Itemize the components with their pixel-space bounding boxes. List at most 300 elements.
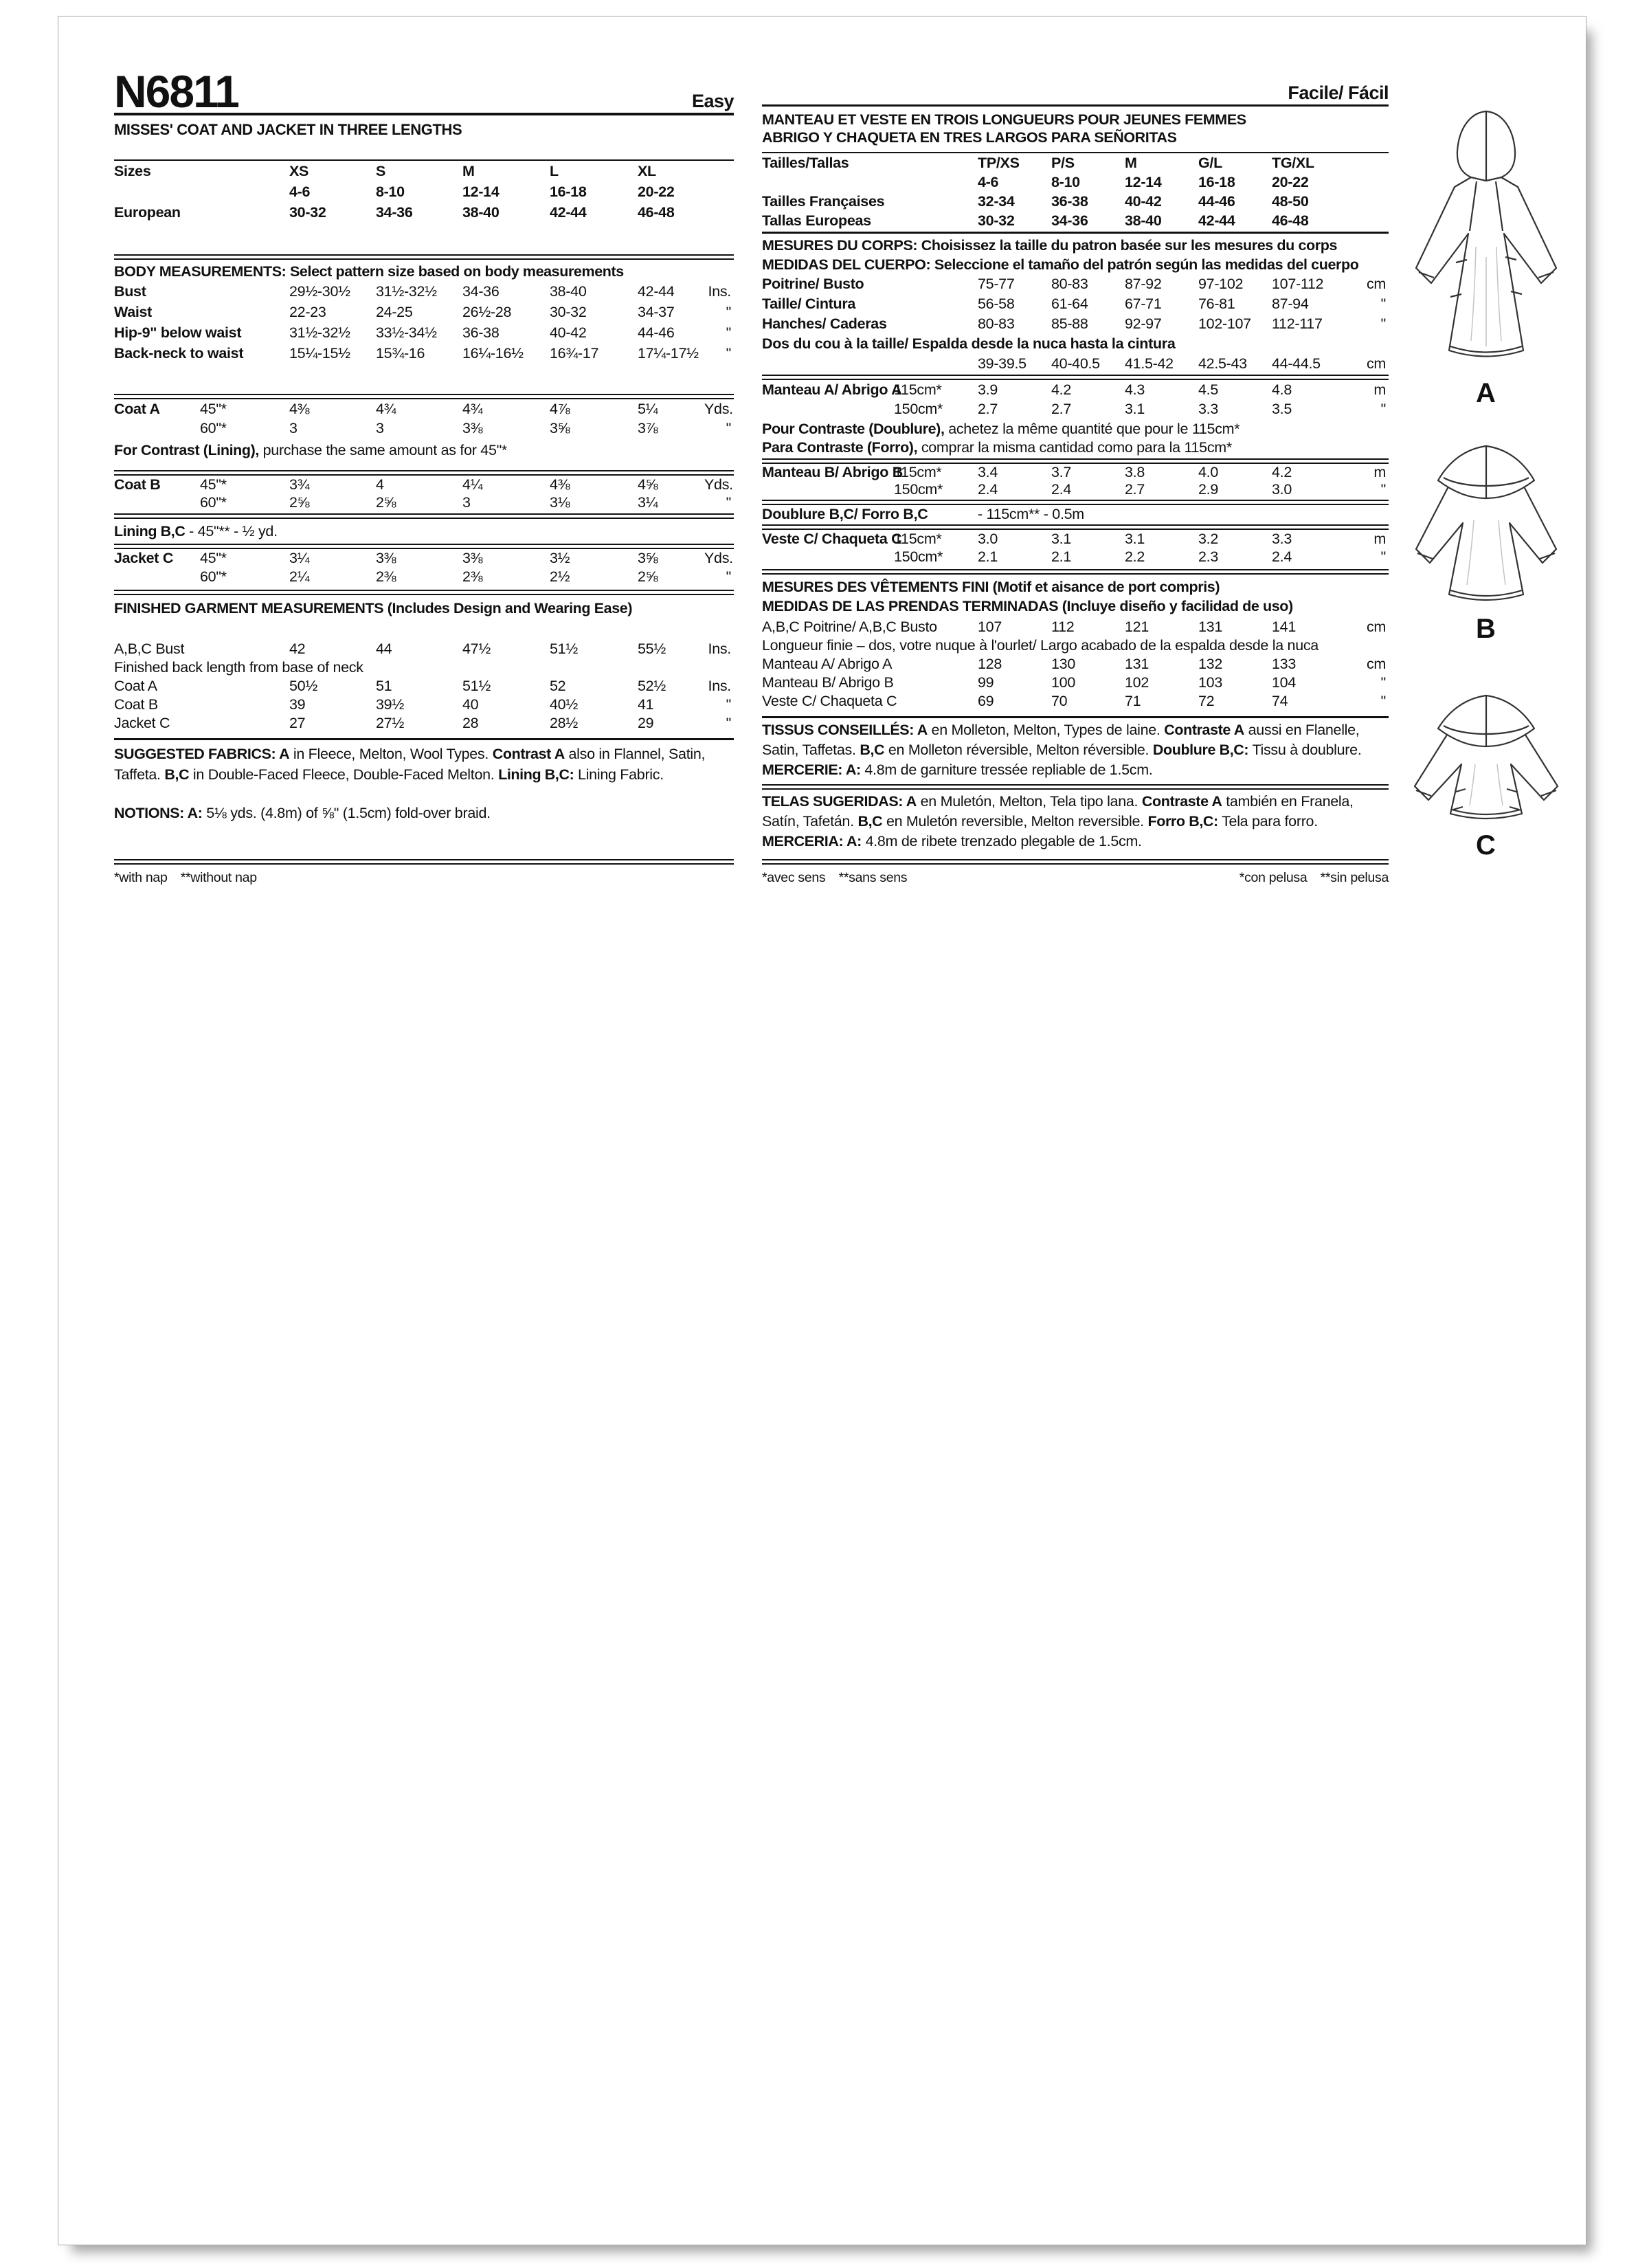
table-cell: Ins. bbox=[708, 641, 731, 657]
french-spanish-column bbox=[762, 71, 1389, 937]
table-cell: 15¼-15½ bbox=[289, 345, 350, 362]
table-cell: 38-40 bbox=[550, 283, 587, 300]
table-cell: 4⅜ bbox=[289, 401, 310, 417]
divider bbox=[762, 569, 1389, 575]
table-cell: 51½ bbox=[550, 641, 578, 657]
table-cell: 2.1 bbox=[978, 548, 998, 565]
suggested-fabrics-en bbox=[114, 744, 734, 785]
divider bbox=[114, 859, 734, 865]
table-cell: 99 bbox=[978, 674, 994, 691]
table-cell: 3¼ bbox=[638, 494, 658, 511]
text-segment: 4.8m de ribete trenzado plegable de 1.5cm. bbox=[861, 833, 1142, 849]
coat-b-line-drawing bbox=[1407, 438, 1565, 610]
table-cell: " bbox=[726, 568, 731, 585]
finished-measurements-heading-es: MEDIDAS DE LAS PRENDAS TERMINADAS (Incluye diseño y facilidad de uso) bbox=[762, 598, 1293, 614]
table-cell: 36-38 bbox=[1051, 193, 1088, 210]
body-measurements-heading-en: BODY MEASUREMENTS: Select pattern size based on body measurements bbox=[114, 263, 624, 280]
bold-text-segment: Contraste A bbox=[1141, 793, 1222, 810]
table-cell: m bbox=[1373, 381, 1386, 398]
table-cell: 60"* bbox=[200, 494, 227, 511]
table-cell: 51 bbox=[376, 678, 392, 694]
text-segment: 4.8m de garniture tressée repliable de 1.5cm. bbox=[860, 761, 1153, 778]
table-cell: 27½ bbox=[376, 715, 404, 731]
table-cell: 4.2 bbox=[1051, 381, 1071, 398]
table-cell: 72 bbox=[1198, 693, 1215, 709]
table-row bbox=[762, 380, 1389, 399]
table-cell: 38-40 bbox=[462, 204, 500, 221]
bold-text-segment: Para Contraste (Forro), bbox=[762, 439, 918, 456]
table-cell: 3⅝ bbox=[550, 420, 570, 436]
sizes-table-fr-es bbox=[762, 153, 1389, 230]
table-cell: Ins. bbox=[708, 678, 731, 694]
table-cell: S bbox=[376, 163, 386, 179]
table-cell: 42-44 bbox=[550, 204, 587, 221]
table-cell: " bbox=[726, 696, 731, 713]
table-row bbox=[762, 294, 1389, 314]
table-cell: Longueur finie – dos, votre nuque à l'ourlet/ Largo acabado de la espalda desde la nuca bbox=[762, 637, 1319, 654]
text-segment: en Muletón reversible, Melton reversible. bbox=[882, 813, 1148, 830]
finished-measurements-table-en bbox=[114, 640, 734, 733]
table-cell: 16¾-17 bbox=[550, 345, 599, 362]
table-row bbox=[762, 636, 1389, 655]
english-column bbox=[114, 66, 734, 937]
view-b bbox=[1393, 438, 1580, 645]
divider bbox=[762, 500, 1389, 505]
table-cell: 3.0 bbox=[978, 531, 998, 547]
table-cell: 34-36 bbox=[1051, 212, 1088, 229]
table-cell: Waist bbox=[114, 304, 153, 320]
table-cell: 16¼-16½ bbox=[462, 345, 524, 362]
table-cell: 4.5 bbox=[1198, 381, 1218, 398]
divider bbox=[762, 716, 1389, 718]
table-cell: 67-71 bbox=[1125, 296, 1162, 312]
table-cell: 44-46 bbox=[638, 324, 675, 341]
table-cell: 2⅜ bbox=[376, 568, 396, 585]
table-row bbox=[114, 281, 734, 302]
finished-measurements-heading-en: FINISHED GARMENT MEASUREMENTS (Includes Design and Wearing Ease) bbox=[114, 600, 633, 616]
suggested-fabrics-es bbox=[762, 792, 1389, 832]
finished-measurements-heading-fr: MESURES DES VÊTEMENTS FINI (Motif et aisance de port compris) bbox=[762, 579, 1220, 595]
table-row bbox=[762, 618, 1389, 636]
table-cell: Coat A bbox=[114, 678, 157, 694]
table-cell: 61-64 bbox=[1051, 296, 1088, 312]
table-cell: 71 bbox=[1125, 693, 1141, 709]
view-b-label: B bbox=[1476, 614, 1496, 644]
table-cell: 107 bbox=[978, 619, 1002, 635]
table-cell: Tailles/Tallas bbox=[762, 155, 849, 171]
table-cell: Hanches/ Caderas bbox=[762, 315, 887, 332]
table-cell: " bbox=[726, 304, 731, 320]
table-cell: 102-107 bbox=[1198, 315, 1251, 332]
table-cell: Tailles Françaises bbox=[762, 193, 885, 210]
table-cell: 3.8 bbox=[1125, 464, 1145, 480]
table-cell: 39½ bbox=[376, 696, 404, 713]
table-cell: Manteau B/ Abrigo B bbox=[762, 464, 903, 480]
table-cell: 16-18 bbox=[1198, 174, 1235, 190]
table-cell: 115cm* bbox=[894, 531, 942, 547]
table-cell: 28½ bbox=[550, 715, 578, 731]
table-cell: 4-6 bbox=[978, 174, 999, 190]
divider bbox=[114, 544, 734, 549]
bold-text-segment: Contraste A bbox=[1164, 722, 1244, 738]
table-cell: 27 bbox=[289, 715, 306, 731]
table-cell: Tallas Europeas bbox=[762, 212, 871, 229]
table-cell: 4¾ bbox=[462, 401, 483, 417]
divider bbox=[762, 458, 1389, 464]
table-cell: 130 bbox=[1051, 656, 1075, 672]
text-segment: 5⅛ yds. (4.8m) of ⅝" (1.5cm) fold-over braid. bbox=[202, 805, 491, 821]
table-cell: 4⅜ bbox=[550, 476, 570, 493]
table-row bbox=[762, 464, 1389, 481]
table-cell: 70 bbox=[1051, 693, 1068, 709]
table-cell: 22-23 bbox=[289, 304, 326, 320]
table-cell: 39 bbox=[289, 696, 306, 713]
footnote-block-en bbox=[114, 859, 734, 886]
divider bbox=[762, 375, 1389, 380]
table-row bbox=[762, 334, 1389, 354]
table-cell: A,B,C Bust bbox=[114, 641, 185, 657]
text-segment: Tissu à doublure. bbox=[1248, 742, 1362, 758]
garment-title-es: ABRIGO Y CHAQUETA EN TRES LARGOS PARA SEÑORITAS bbox=[762, 129, 1177, 146]
table-cell: 3½ bbox=[550, 550, 570, 566]
table-row bbox=[114, 161, 734, 181]
view-a bbox=[1393, 99, 1580, 409]
table-cell: 102 bbox=[1125, 674, 1149, 691]
table-cell: 44 bbox=[376, 641, 392, 657]
table-cell: cm bbox=[1366, 656, 1386, 672]
table-cell: 5¼ bbox=[638, 401, 658, 417]
table-cell: 2¼ bbox=[289, 568, 310, 585]
contrast-note-es bbox=[762, 438, 1389, 457]
text-segment: Lining Fabric. bbox=[574, 766, 664, 783]
table-cell: 48-50 bbox=[1272, 193, 1309, 210]
table-cell: European bbox=[114, 204, 181, 221]
table-row bbox=[762, 354, 1389, 374]
bold-text-segment: Doublure B,C: bbox=[1152, 742, 1249, 758]
table-row bbox=[762, 481, 1389, 498]
table-cell: 4¾ bbox=[376, 401, 396, 417]
table-cell: 76-81 bbox=[1198, 296, 1235, 312]
table-row bbox=[762, 314, 1389, 334]
table-cell: 60"* bbox=[200, 420, 227, 436]
table-cell: 30-32 bbox=[550, 304, 587, 320]
table-cell: M bbox=[1125, 155, 1137, 171]
table-cell: 38-40 bbox=[1125, 212, 1162, 229]
table-cell: 26½-28 bbox=[462, 304, 512, 320]
garment-views bbox=[1393, 99, 1580, 861]
suggested-fabrics-fr bbox=[762, 720, 1389, 760]
table-cell: 40½ bbox=[550, 696, 578, 713]
table-cell: 31½-32½ bbox=[289, 324, 350, 341]
divider bbox=[762, 524, 1389, 530]
table-cell: 50½ bbox=[289, 678, 317, 694]
difficulty-label-en: Easy bbox=[691, 91, 734, 111]
table-cell: 24-25 bbox=[376, 304, 413, 320]
table-cell: Poitrine/ Busto bbox=[762, 276, 864, 292]
table-cell: 100 bbox=[1051, 674, 1075, 691]
table-cell: 40 bbox=[462, 696, 479, 713]
table-cell: 2⅝ bbox=[289, 494, 310, 511]
table-cell: P/S bbox=[1051, 155, 1075, 171]
table-cell: 3.2 bbox=[1198, 531, 1218, 547]
table-row bbox=[762, 530, 1389, 548]
nap-footnote-es: *con pelusa **sin pelusa bbox=[1239, 870, 1389, 885]
table-cell: 3.1 bbox=[1125, 401, 1145, 417]
body-measurements-heading-fr: MESURES DU CORPS: Choisissez la taille du patron basée sur les mesures du corps bbox=[762, 237, 1338, 254]
body-measurements-table-fr-es bbox=[762, 274, 1389, 374]
footnote-block-fr-es bbox=[762, 859, 1389, 886]
table-cell: 44-44.5 bbox=[1272, 355, 1321, 372]
table-cell: 30-32 bbox=[978, 212, 1015, 229]
table-cell: 3.3 bbox=[1198, 401, 1218, 417]
table-cell: 2⅝ bbox=[376, 494, 396, 511]
table-cell: 42-44 bbox=[638, 283, 675, 300]
table-row bbox=[762, 692, 1389, 711]
table-cell: 2.7 bbox=[978, 401, 998, 417]
table-cell: Jacket C bbox=[114, 550, 174, 566]
table-cell: Yds. bbox=[704, 476, 733, 493]
table-cell: Ins. bbox=[708, 283, 731, 300]
table-cell: 3⅝ bbox=[638, 550, 658, 566]
table-cell: 2⅝ bbox=[638, 568, 658, 585]
table-cell: 12-14 bbox=[1125, 174, 1162, 190]
table-cell: " bbox=[726, 324, 731, 341]
nap-footnote-fr: *avec sens **sans sens bbox=[762, 870, 908, 885]
table-cell: " bbox=[1380, 548, 1386, 565]
table-cell: 42 bbox=[289, 641, 306, 657]
table-cell: Veste C/ Chaqueta C bbox=[762, 693, 897, 709]
garment-title-fr: MANTEAU ET VESTE EN TROIS LONGUEURS POUR JEUNES FEMMES bbox=[762, 111, 1246, 128]
bold-text-segment: MERCERIA: A: bbox=[762, 833, 862, 849]
text-segment: achetez la même quantité que pour le 115cm* bbox=[944, 421, 1240, 437]
table-cell: 128 bbox=[978, 656, 1002, 672]
table-row bbox=[762, 548, 1389, 566]
divider bbox=[114, 513, 734, 519]
table-cell: 80-83 bbox=[1051, 276, 1088, 292]
table-cell: 115cm* bbox=[894, 464, 942, 480]
table-cell: 36-38 bbox=[462, 324, 500, 341]
table-cell: 4.3 bbox=[1125, 381, 1145, 398]
table-cell: Bust bbox=[114, 283, 146, 300]
table-cell: 40-42 bbox=[1125, 193, 1162, 210]
table-cell: 46-48 bbox=[638, 204, 675, 221]
table-cell: 44-46 bbox=[1198, 193, 1235, 210]
text-segment: Tela para forro. bbox=[1218, 813, 1318, 830]
table-cell: 3 bbox=[376, 420, 384, 436]
table-cell: 34-36 bbox=[376, 204, 413, 221]
table-row bbox=[762, 274, 1389, 294]
table-cell: 29½-30½ bbox=[289, 283, 350, 300]
table-row bbox=[114, 677, 734, 696]
table-cell: 2.4 bbox=[1051, 481, 1071, 498]
bold-text-segment: Pour Contraste (Doublure), bbox=[762, 421, 945, 437]
divider bbox=[114, 738, 734, 740]
table-row bbox=[114, 476, 734, 493]
table-cell: 45"* bbox=[200, 550, 227, 566]
text-segment: en Muletón, Melton, Tela tipo lana. bbox=[916, 793, 1142, 810]
text-segment: comprar la misma cantidad como para la 115cm* bbox=[917, 439, 1232, 456]
table-cell: " bbox=[1380, 296, 1386, 312]
jacket-c-line-drawing bbox=[1407, 689, 1565, 826]
divider bbox=[762, 859, 1389, 865]
coat-a-line-drawing bbox=[1407, 99, 1565, 374]
table-cell: 12-14 bbox=[462, 184, 500, 200]
view-c bbox=[1393, 689, 1580, 861]
table-cell: 15¾-16 bbox=[376, 345, 425, 362]
divider bbox=[762, 232, 1389, 234]
table-cell: 40-42 bbox=[550, 324, 587, 341]
table-cell: 104 bbox=[1272, 674, 1296, 691]
table-row bbox=[114, 493, 734, 511]
table-cell: " bbox=[1380, 401, 1386, 417]
bold-text-segment: B,C bbox=[860, 742, 885, 758]
notions-es bbox=[762, 832, 1389, 852]
bold-text-segment: Forro B,C: bbox=[1147, 813, 1218, 830]
table-cell: " bbox=[726, 494, 731, 511]
sizes-table-en bbox=[114, 161, 734, 223]
table-cell: 30-32 bbox=[289, 204, 326, 221]
table-row bbox=[114, 399, 734, 419]
table-cell: 3 bbox=[462, 494, 471, 511]
text-segment: en Molleton réversible, Melton réversible. bbox=[884, 742, 1153, 758]
table-cell: 34-36 bbox=[462, 283, 500, 300]
table-cell: 2.3 bbox=[1198, 548, 1218, 565]
table-row bbox=[762, 655, 1389, 674]
table-cell: cm bbox=[1366, 619, 1386, 635]
table-cell: Finished back length from base of neck bbox=[114, 659, 363, 676]
table-cell: Veste C/ Chaqueta C bbox=[762, 531, 902, 547]
table-row bbox=[762, 399, 1389, 419]
manteau-a-yardage-table bbox=[762, 380, 1389, 419]
table-cell: 121 bbox=[1125, 619, 1149, 635]
table-cell: 3.5 bbox=[1272, 401, 1292, 417]
table-cell: 4.8 bbox=[1272, 381, 1292, 398]
bold-text-segment: B,C bbox=[164, 766, 190, 783]
table-cell: 85-88 bbox=[1051, 315, 1088, 332]
divider bbox=[762, 784, 1389, 790]
table-cell: 133 bbox=[1272, 656, 1296, 672]
veste-c-yardage-table bbox=[762, 530, 1389, 566]
table-row bbox=[114, 549, 734, 568]
table-cell: 3.1 bbox=[1125, 531, 1145, 547]
table-cell: 60"* bbox=[200, 568, 227, 585]
table-cell: 29 bbox=[638, 715, 654, 731]
table-cell: Yds. bbox=[704, 550, 733, 566]
text-segment: in Fleece, Melton, Wool Types. bbox=[289, 746, 493, 762]
table-row bbox=[762, 211, 1389, 230]
finished-measurements-table-fr-es bbox=[762, 618, 1389, 711]
table-cell: 17¼-17½ bbox=[638, 345, 699, 362]
pattern-envelope-back bbox=[58, 16, 1586, 2245]
table-cell: 3.9 bbox=[978, 381, 998, 398]
table-cell: 150cm* bbox=[894, 548, 943, 565]
table-cell: 80-83 bbox=[978, 315, 1015, 332]
table-row bbox=[114, 696, 734, 714]
manteau-b-yardage-table bbox=[762, 464, 1389, 498]
table-row bbox=[114, 181, 734, 202]
table-cell: Yds. bbox=[704, 401, 733, 417]
table-cell: 131 bbox=[1198, 619, 1222, 635]
table-cell: " bbox=[1380, 481, 1386, 498]
table-cell: 45"* bbox=[200, 476, 227, 493]
table-cell: Dos du cou à la taille/ Espalda desde la nuca hasta la cintura bbox=[762, 335, 1176, 352]
table-cell: 39-39.5 bbox=[978, 355, 1027, 372]
table-cell: 75-77 bbox=[978, 276, 1015, 292]
doublure-table bbox=[762, 505, 1389, 523]
table-cell: G/L bbox=[1198, 155, 1222, 171]
table-cell: 132 bbox=[1198, 656, 1222, 672]
view-c-label: C bbox=[1476, 830, 1496, 860]
table-cell: " bbox=[1380, 693, 1386, 709]
table-cell: 3⅜ bbox=[462, 420, 483, 436]
table-cell: Sizes bbox=[114, 163, 151, 179]
table-cell: TP/XS bbox=[978, 155, 1020, 171]
table-row bbox=[114, 343, 734, 364]
bold-text-segment: MERCERIE: A: bbox=[762, 761, 861, 778]
table-cell: 52½ bbox=[638, 678, 666, 694]
table-cell: 46-48 bbox=[1272, 212, 1309, 229]
table-cell: 2.9 bbox=[1198, 481, 1218, 498]
table-cell: 97-102 bbox=[1198, 276, 1244, 292]
table-cell: Hip-9" below waist bbox=[114, 324, 242, 341]
table-cell: TG/XL bbox=[1272, 155, 1314, 171]
table-cell: Doublure B,C/ Forro B,C bbox=[762, 506, 928, 522]
table-cell: 32-34 bbox=[978, 193, 1015, 210]
table-cell: 150cm* bbox=[894, 401, 943, 417]
table-cell: 3⅛ bbox=[550, 494, 570, 511]
table-cell: M bbox=[462, 163, 475, 179]
table-cell: 56-58 bbox=[978, 296, 1015, 312]
table-cell: " bbox=[726, 715, 731, 731]
divider bbox=[114, 470, 734, 476]
contrast-note-en bbox=[114, 440, 734, 460]
table-cell: Coat B bbox=[114, 476, 161, 493]
table-cell: 69 bbox=[978, 693, 994, 709]
table-cell: 3.0 bbox=[1272, 481, 1292, 498]
view-a-label: A bbox=[1476, 378, 1496, 408]
table-cell: 40-40.5 bbox=[1051, 355, 1100, 372]
table-cell: 4¼ bbox=[462, 476, 483, 493]
bold-text-segment: NOTIONS: A: bbox=[114, 805, 203, 821]
notions-en bbox=[114, 803, 734, 823]
text-segment: - 45"** - ½ yd. bbox=[185, 523, 278, 540]
table-cell: 2⅜ bbox=[462, 568, 483, 585]
table-row bbox=[114, 714, 734, 733]
table-row bbox=[114, 302, 734, 322]
table-cell: 51½ bbox=[462, 678, 491, 694]
table-cell: 8-10 bbox=[376, 184, 405, 200]
table-cell: 3⅜ bbox=[376, 550, 396, 566]
bold-text-segment: TISSUS CONSEILLÉS: A bbox=[762, 722, 928, 738]
pattern-number: N6811 bbox=[114, 66, 238, 117]
table-cell: - 115cm** - 0.5m bbox=[978, 506, 1084, 522]
table-cell: 2.4 bbox=[1272, 548, 1292, 565]
table-cell: Coat A bbox=[114, 401, 160, 417]
table-cell: 16-18 bbox=[550, 184, 587, 200]
table-cell: 3.4 bbox=[978, 464, 998, 480]
table-cell: " bbox=[1380, 674, 1386, 691]
table-cell: m bbox=[1373, 464, 1386, 480]
text-segment: in Double-Faced Fleece, Double-Faced Melton. bbox=[189, 766, 499, 783]
table-cell: Coat B bbox=[114, 696, 158, 713]
table-cell: 33½-34½ bbox=[376, 324, 437, 341]
table-cell: 3 bbox=[289, 420, 298, 436]
table-row bbox=[762, 153, 1389, 173]
nap-footnote-en: *with nap **without nap bbox=[114, 870, 257, 885]
table-row bbox=[762, 192, 1389, 211]
table-cell: 34-37 bbox=[638, 304, 675, 320]
table-cell: 45"* bbox=[200, 401, 227, 417]
